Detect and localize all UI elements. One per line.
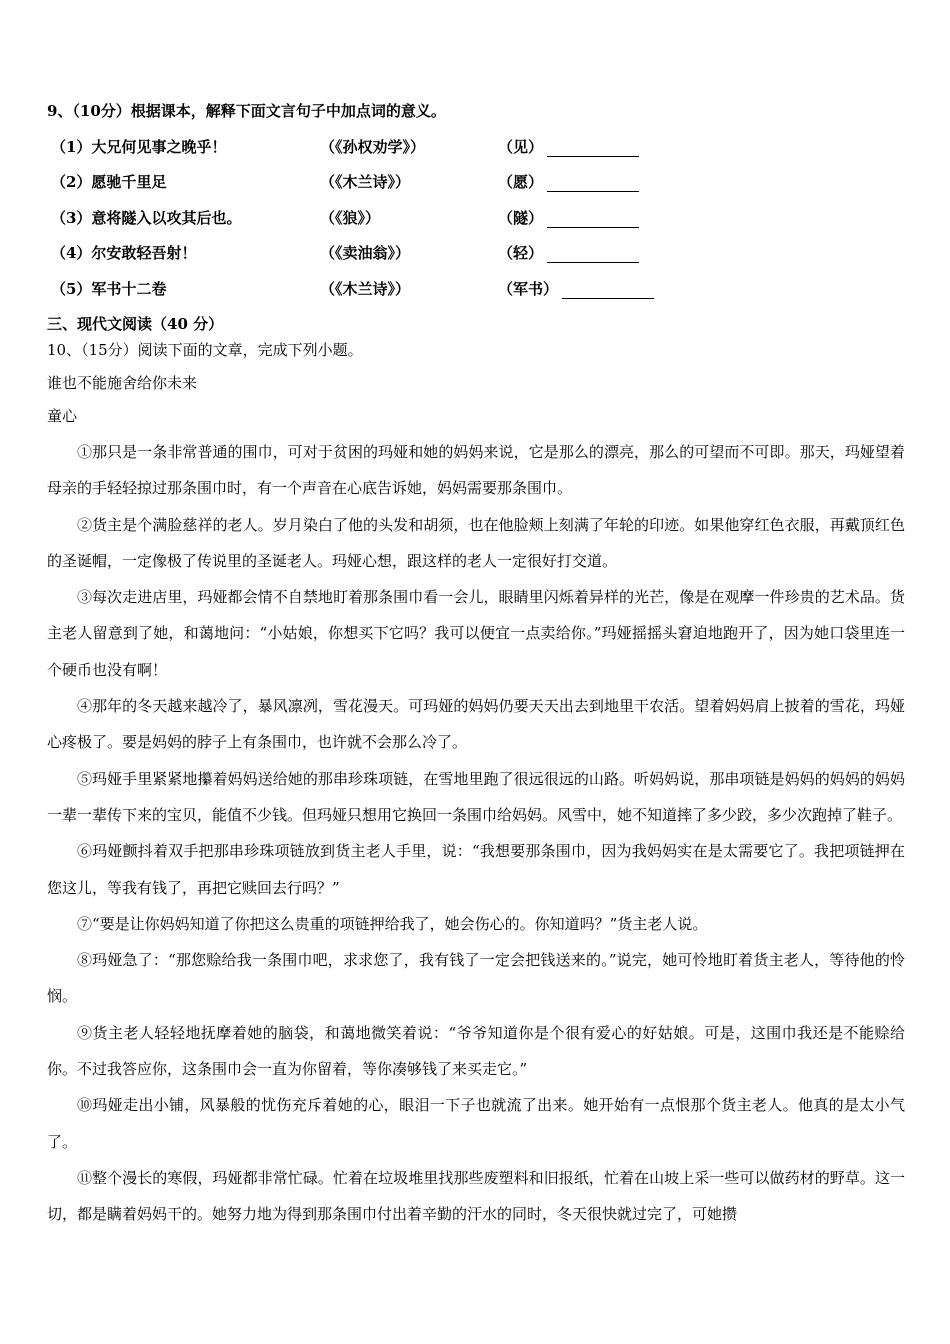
question-9-item xyxy=(47,242,907,266)
answer-blank[interactable] xyxy=(562,282,654,299)
answer-blank[interactable] xyxy=(547,140,639,157)
article-body xyxy=(47,434,905,1233)
paragraph: ⑧玛娅急了：“那您赊给我一条围巾吧，求求您了，我有钱了一定会把钱送来的。”说完，她可怜地盯着货主老人，等待他的怜悯。 xyxy=(47,951,905,1006)
item-source: （《卖油翁》） xyxy=(320,244,411,262)
item-source: （《木兰诗》） xyxy=(320,280,411,298)
section-3-heading: 三、现代文阅读（40 分） xyxy=(47,315,224,333)
question-9-item xyxy=(47,136,907,160)
question-9-title: 9、（10分）根据课本，解释下面文言句子中加点词的意义。 xyxy=(47,102,446,120)
item-word-with-blank xyxy=(498,242,639,263)
item-word: （隧） xyxy=(498,209,544,227)
paragraph: ⑪整个漫长的寒假，玛娅都非常忙碌。忙着在垃圾堆里找那些废塑料和旧报纸，忙着在山坡上采一些可以做药材的野草。这一切，都是瞒着妈妈干的。她努力地为得到那条围巾付出着辛勤的汗水的同时，冬天很快就过完了，可她攒 xyxy=(47,1168,905,1224)
item-sentence: （5）军书十二卷 xyxy=(51,280,167,298)
item-sentence: （3）意将隧入以攻其后也。 xyxy=(51,209,242,227)
item-word-with-blank xyxy=(498,207,639,228)
item-sentence: （1）大兄何见事之晚乎！ xyxy=(51,138,227,156)
question-9-item xyxy=(47,207,907,231)
paragraph: ③每次走进店里，玛娅都会情不自禁地盯着那条围巾看一会儿，眼睛里闪烁着异样的光芒，像是在观摩一件珍贵的艺术品。货主老人留意到了她，和蔼地问：“小姑娘，你想买下它吗？我可以便宜一点卖给你。”玛娅摇摇头窘迫地跑开了，因为她口袋里连一个硬币也没有啊！ xyxy=(47,588,905,679)
article-title: 谁也不能施舍给你未来 xyxy=(47,374,198,392)
paragraph: ①那只是一条非常普通的围巾，可对于贫困的玛娅和她的妈妈来说，它是那么的漂亮，那么的可望而不可即。那天，玛娅望着母亲的手轻轻掠过那条围巾时，有一个声音在心底告诉她，妈妈需要那条围巾。 xyxy=(47,443,905,498)
item-sentence: （2）愿驰千里足 xyxy=(51,173,167,191)
item-word: （军书） xyxy=(498,280,559,298)
item-source: （《孙权劝学》） xyxy=(320,138,426,156)
article-author: 童心 xyxy=(47,407,78,425)
item-word: （轻） xyxy=(498,244,544,262)
question-9-item xyxy=(47,171,907,195)
paragraph: ⑦“要是让你妈妈知道了你把这么贵重的项链押给我了，她会伤心的。你知道吗？”货主老人说。 xyxy=(77,914,708,933)
item-word-with-blank xyxy=(498,171,639,192)
item-word: （见） xyxy=(498,138,544,156)
item-source: （《狼》） xyxy=(320,209,381,227)
question-9-item xyxy=(47,278,907,302)
item-source: （《木兰诗》） xyxy=(320,173,411,191)
paragraph: ⑨货主老人轻轻地抚摩着她的脑袋，和蔼地微笑着说：“爷爷知道你是个很有爱心的好姑娘。可是，这围巾我还是不能赊给你。不过我答应你，这条围巾会一直为你留着，等你凑够钱了来买走它。” xyxy=(47,1023,905,1079)
item-word-with-blank xyxy=(498,278,654,299)
item-word-with-blank xyxy=(498,136,639,157)
answer-blank[interactable] xyxy=(547,175,639,192)
answer-blank[interactable] xyxy=(547,211,639,228)
paragraph: ⑤玛娅手里紧紧地攥着妈妈送给她的那串珍珠项链，在雪地里跑了很远很远的山路。听妈妈说，那串项链是妈妈的妈妈的妈妈一辈一辈传下来的宝贝，能值不少钱。但玛娅只想用它换回一条围巾给妈妈。风雪中，她不知道摔了多少跤，多少次跑掉了鞋子。 xyxy=(47,769,905,824)
item-word: （愿） xyxy=(498,173,544,191)
paragraph: ⑩玛娅走出小铺，风暴般的忧伤充斥着她的心，眼泪一下子也就流了出来。她开始有一点恨那个货主老人。他真的是太小气了。 xyxy=(47,1096,905,1151)
answer-blank[interactable] xyxy=(547,246,639,263)
paragraph: ②货主是个满脸慈祥的老人。岁月染白了他的头发和胡须，也在他脸颊上刻满了年轮的印迹。如果他穿红色衣服，再戴顶红色的圣诞帽，一定像极了传说里的圣诞老人。玛娅心想，跟这样的老人一定很好打交道。 xyxy=(47,515,905,570)
question-10-heading: 10、（15分）阅读下面的文章，完成下列小题。 xyxy=(47,341,363,359)
paragraph: ⑥玛娅颤抖着双手把那串珍珠项链放到货主老人手里，说：“我想要那条围巾，因为我妈妈实在是太需要它了。我把项链押在您这儿，等我有钱了，再把它赎回去行吗？” xyxy=(47,842,905,897)
paragraph: ④那年的冬天越来越冷了，暴风凛冽，雪花漫天。可玛娅的妈妈仍要天天出去到地里干农活。望着妈妈肩上披着的雪花，玛娅心疼极了。要是妈妈的脖子上有条围巾，也许就不会那么冷了。 xyxy=(47,697,905,752)
item-sentence: （4）尔安敢轻吾射！ xyxy=(51,244,197,262)
